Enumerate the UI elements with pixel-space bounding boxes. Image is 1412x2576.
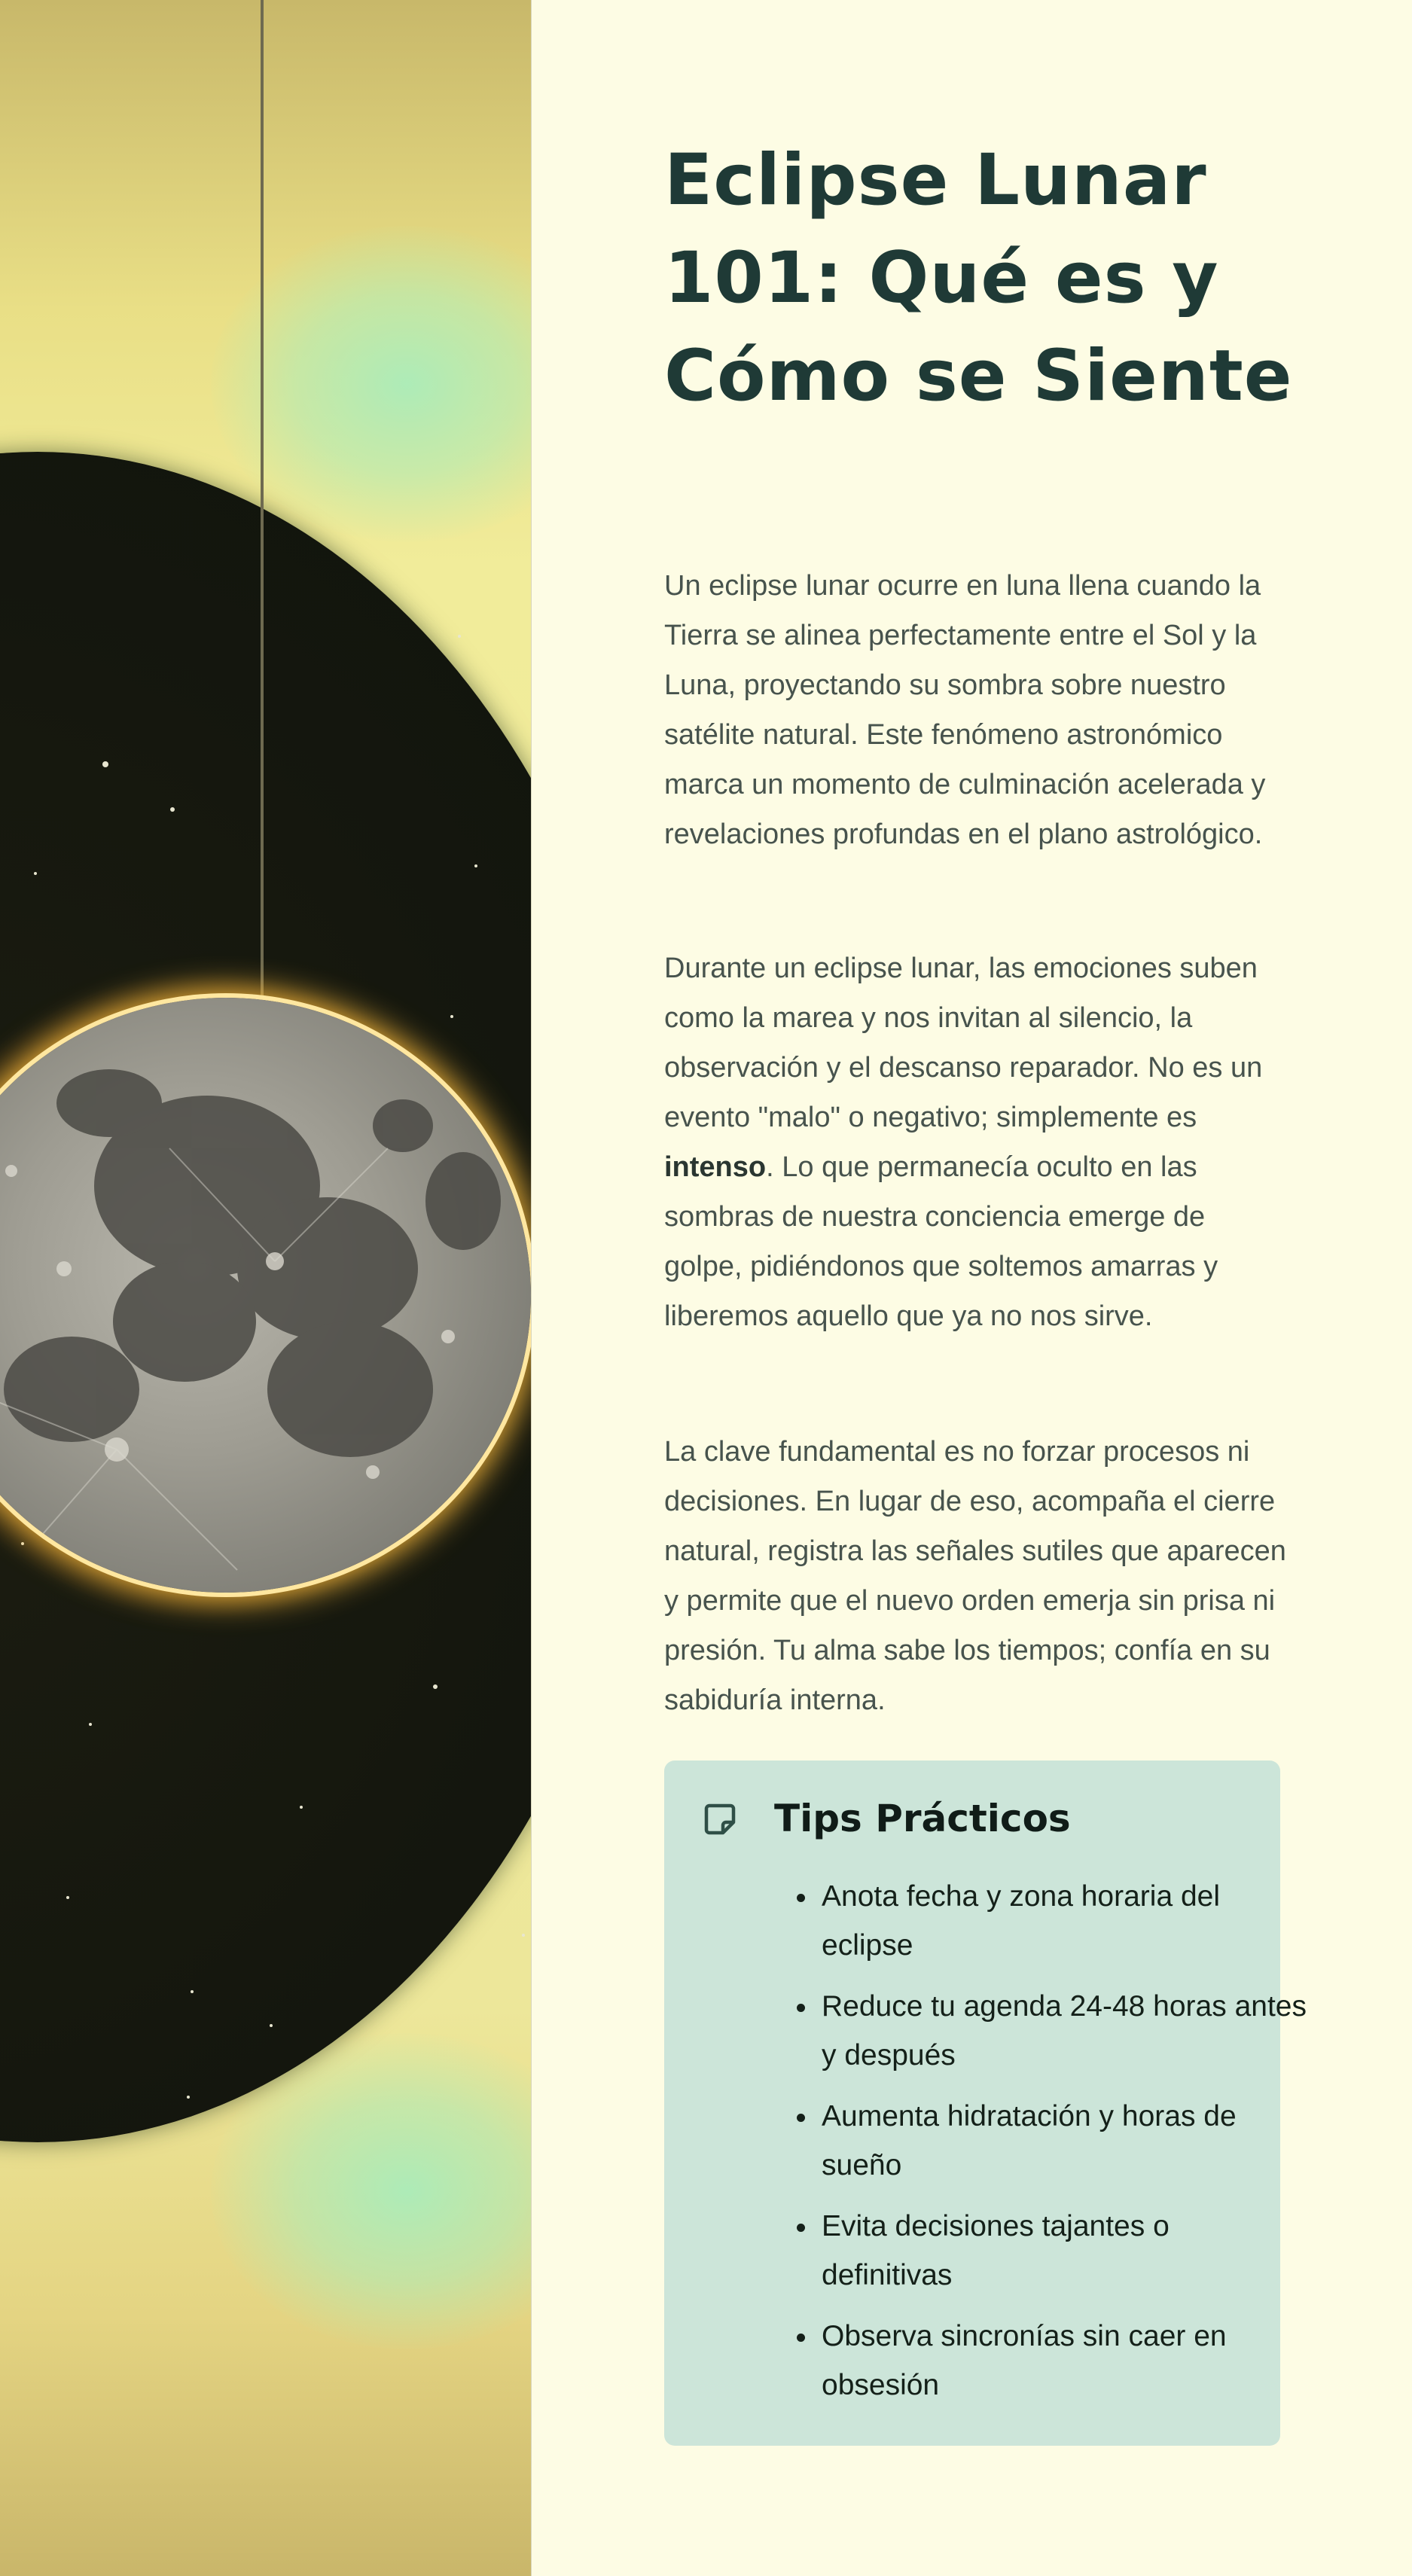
article-title: Eclipse Lunar 101: Qué es y Cómo se Siente [664, 139, 1293, 417]
full-moon [0, 998, 531, 1593]
tips-list [758, 1872, 1308, 2422]
tip-item: • Observa sincronías sin caer en obsesión [819, 2312, 1308, 2410]
emphasis-intenso: intenso [664, 1151, 767, 1183]
paragraph-text-after: . Lo que permanecía oculto en las sombras de nuestra conciencia emerge de golpe, pidiéndonos que soltemos amarras y liberemos aquello que ya no nos sirve. [664, 1151, 1218, 1332]
tips-card [664, 1761, 1307, 2446]
tip-item: • Evita decisiones tajantes o definitivas [819, 2202, 1308, 2300]
tip-item: • Aumenta hidratación y horas de sueño [819, 2092, 1308, 2190]
eclipse-illustration [0, 0, 531, 2576]
article-paragraph-intro: Un eclipse lunar ocurre en luna llena cuando la Tierra se alinea perfectamente entre el Sol y la Luna, proyectando su sombra sobre nuestro satélite natural. Este fenómeno astronómico marca un momento de culminación acelerada y revelaciones profundas en el plano astrológico. [664, 570, 1266, 850]
article-panel [531, 0, 1412, 2576]
hanging-thread [261, 0, 264, 1001]
sticky-note-icon [702, 1801, 738, 1837]
article-paragraph-advice: La clave fundamental es no forzar procesos ni decisiones. En lugar de eso, acompaña el cierre natural, registra las señales sutiles que aparecen y permite que el nuevo orden emerja sin prisa ni presión. Tu alma sabe los tiempos; confía en su sabiduría interna. [664, 1436, 1286, 1716]
tip-item: • Reduce tu agenda 24-48 horas antes y después [819, 1982, 1308, 2080]
article-paragraph-emotions [664, 944, 1289, 1341]
tips-title: Tips Prácticos [774, 1797, 1071, 1840]
tip-item: • Anota fecha y zona horaria del eclipse [819, 1872, 1308, 1970]
paragraph-text-before: Durante un eclipse lunar, las emociones suben como la marea y nos invitan al silencio, la observación y el descanso reparador. No es un evento "malo" o negativo; simplemente es [664, 953, 1263, 1133]
